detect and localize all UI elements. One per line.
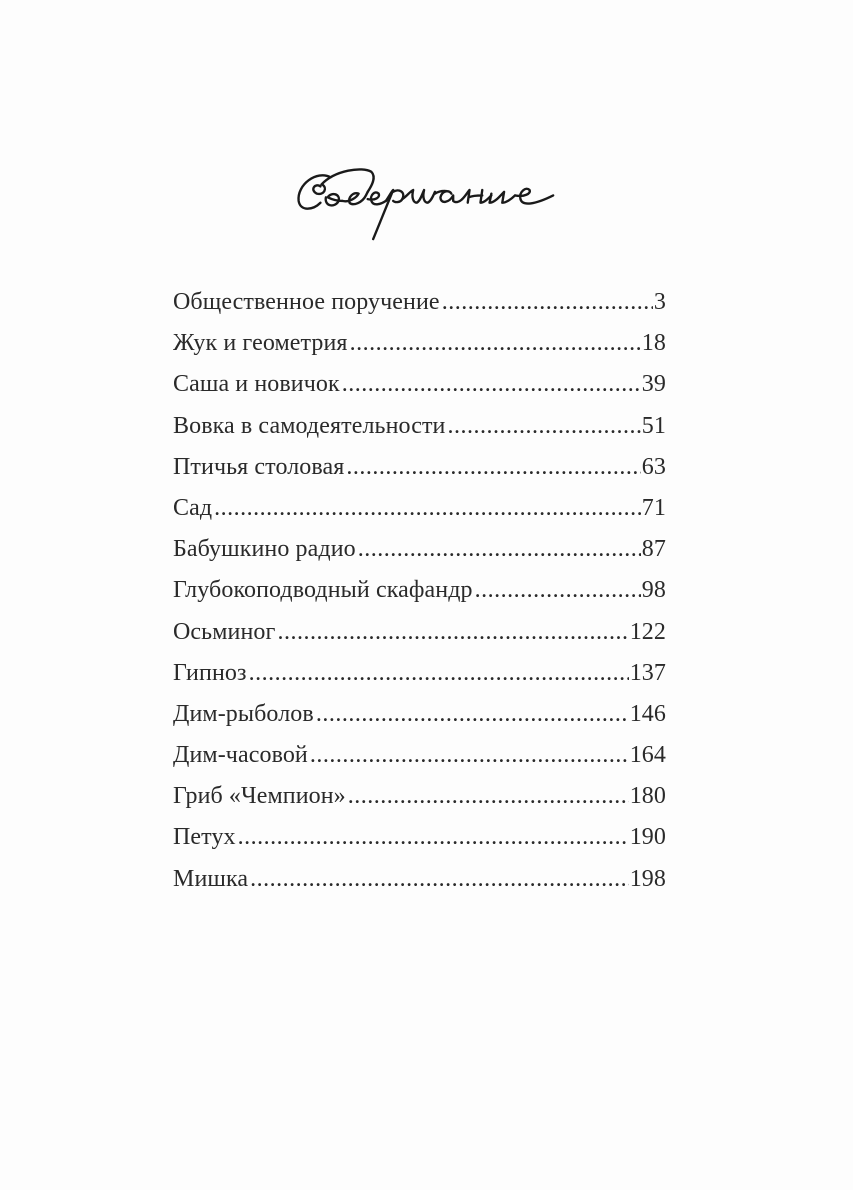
toc-entry[interactable] [173, 366, 666, 407]
toc-entry-title: Гипноз [173, 659, 247, 686]
toc-entry-title: Бабушкино радио [173, 536, 356, 563]
toc-entry[interactable] [173, 284, 666, 325]
toc-entry[interactable] [173, 572, 666, 613]
toc-entry-title: Общественное поручение [173, 289, 440, 315]
toc-entry[interactable] [173, 696, 666, 737]
toc-entry[interactable] [173, 408, 666, 449]
dot-leader [250, 861, 629, 897]
dot-leader [238, 819, 629, 855]
toc-entry-title: Дим-часовой [173, 742, 308, 769]
toc-entry-title: Дим-рыболов [173, 700, 314, 727]
toc-entry-title: Петух [173, 824, 236, 851]
toc-entry-page: 180 [629, 783, 666, 810]
toc-entry-page: 63 [641, 453, 666, 480]
toc-entry[interactable] [173, 861, 666, 902]
toc-entry-page: 98 [641, 577, 666, 604]
toc-entry-page: 18 [641, 330, 666, 357]
toc-entry[interactable] [173, 614, 666, 655]
toc-entry-page: 51 [641, 412, 666, 439]
dot-leader [316, 696, 629, 732]
toc-entry[interactable] [173, 819, 666, 860]
toc-entry-page: 122 [629, 618, 666, 645]
dot-leader [249, 655, 629, 691]
toc-entry-title: Вовка в самодеятельности [173, 412, 446, 439]
toc-entry[interactable] [173, 531, 666, 572]
dot-leader [348, 778, 629, 814]
toc-entry-page: 190 [629, 824, 666, 851]
table-of-contents [173, 284, 666, 902]
handwritten-heading-icon [270, 150, 600, 250]
toc-entry-title: Птичья столовая [173, 453, 345, 480]
dot-leader [448, 408, 641, 444]
toc-entry-title: Сад [173, 494, 213, 521]
dot-leader [342, 366, 641, 402]
page-heading [270, 150, 600, 250]
dot-leader [442, 284, 653, 320]
toc-entry-title: Глубокоподводный скафандр [173, 577, 473, 604]
toc-entry[interactable] [173, 655, 666, 696]
toc-entry-title: Осьминог [173, 618, 276, 645]
toc-entry-page: 39 [641, 371, 666, 398]
toc-entry-page: 164 [629, 742, 666, 769]
toc-entry-page: 71 [641, 494, 666, 521]
dot-leader [277, 614, 628, 650]
toc-entry-page: 87 [641, 536, 666, 563]
dot-leader [358, 531, 641, 567]
dot-leader [310, 737, 629, 773]
toc-entry-page: 198 [629, 865, 666, 892]
toc-entry-page: 3 [653, 289, 666, 315]
toc-entry[interactable] [173, 490, 666, 531]
toc-entry-title: Саша и новичок [173, 371, 340, 398]
toc-entry-page: 146 [629, 700, 666, 727]
dot-leader [475, 572, 641, 608]
toc-entry[interactable] [173, 325, 666, 366]
toc-entry-title: Гриб «Чемпион» [173, 783, 346, 810]
dot-leader [350, 325, 641, 361]
toc-entry-title: Мишка [173, 865, 249, 892]
toc-entry-title: Жук и геометрия [173, 330, 348, 357]
toc-entry[interactable] [173, 778, 666, 819]
dot-leader [214, 490, 641, 526]
toc-entry[interactable] [173, 737, 666, 778]
toc-entry[interactable] [173, 449, 666, 490]
dot-leader [346, 449, 640, 485]
toc-entry-page: 137 [629, 659, 666, 686]
